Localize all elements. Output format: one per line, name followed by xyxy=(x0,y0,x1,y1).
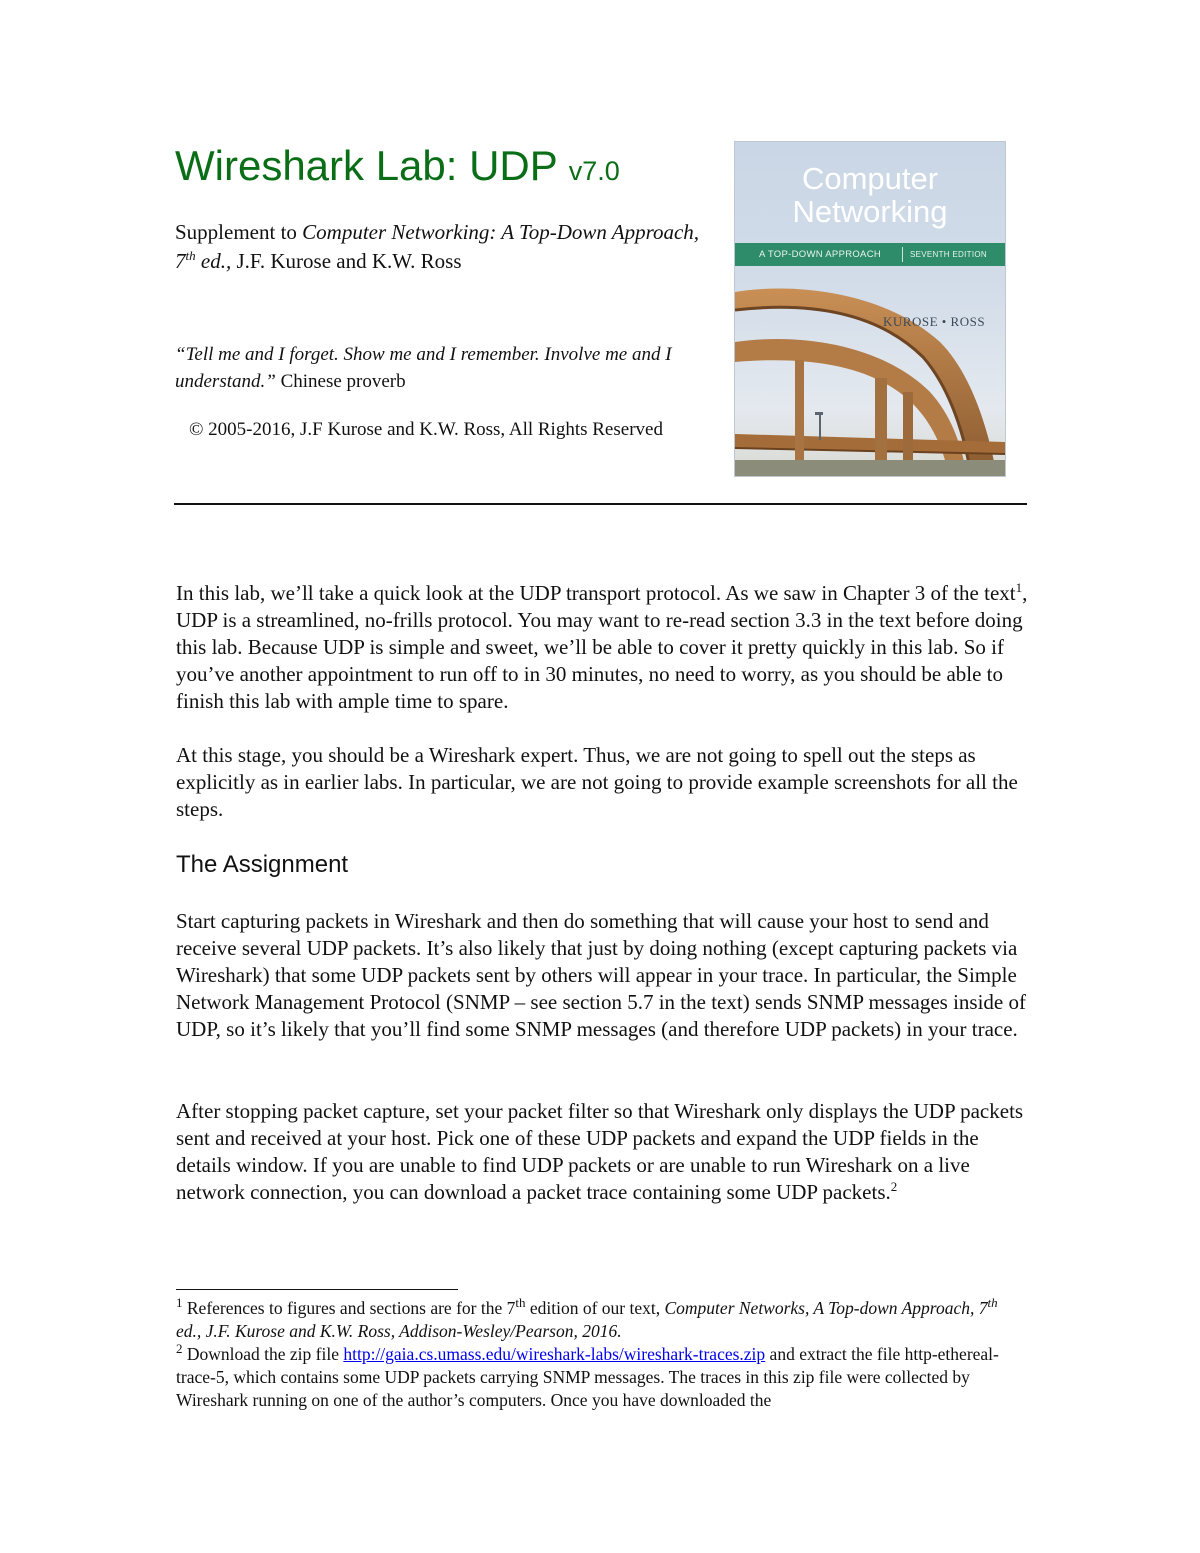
footnote-1 xyxy=(176,1297,1026,1343)
proverb-quote xyxy=(175,341,715,395)
quote-text: “Tell me and I forget. Show me and I remember. Involve me and I understand.” xyxy=(175,344,672,392)
header-divider xyxy=(174,503,1027,505)
footnote-separator xyxy=(176,1289,458,1290)
title-version: v7.0 xyxy=(568,156,620,186)
trace-download-link[interactable]: http://gaia.cs.umass.edu/wireshark-labs/wireshark-traces.zip xyxy=(343,1344,766,1364)
cover-title-line2: Networking xyxy=(792,194,948,229)
cover-subtitle-band xyxy=(735,243,1005,266)
cover-band-divider xyxy=(902,247,903,262)
title-main: Wireshark Lab: UDP xyxy=(175,142,558,189)
book-title: Computer Networking: A Top-Down Approach, 7 xyxy=(175,220,700,273)
footnote-1-text-b: edition of our text, xyxy=(525,1298,665,1318)
assignment-paragraph-1: Start capturing packets in Wireshark and then do something that will cause your host to send and receive several UDP packets. It’s also likely that just by doing nothing (except capturing packets via Wireshark) that some UDP packets sent by others will appear in your trace. In particular, the Simple Network Management Protocol (SNMP – see section 5.7 in the text) sends SNMP messages inside of UDP, so it’s likely that you’ll find some SNMP messages (and therefore UDP packets) in your trace. xyxy=(176,909,1026,1041)
footnote-1-book-rest: ed., J.F. Kurose and K.W. Ross, Addison-Wesley/Pearson, 2016. xyxy=(176,1321,622,1341)
section-heading-assignment: The Assignment xyxy=(176,851,349,878)
page-title xyxy=(175,142,620,190)
edition-suffix: ed., xyxy=(195,249,232,273)
cover-title xyxy=(735,162,1005,228)
assignment-p2-text: After stopping packet capture, set your packet filter so that Wireshark only displays the UDP packets sent and received at your host. Pick one of these UDP packets and expand the UDP fields in the details window. If you are unable to find UDP packets or are unable to run Wireshark on a live network connection, you can download a packet trace containing some UDP packets. xyxy=(176,1099,1024,1204)
footnote-1-book-sup: th xyxy=(987,1295,998,1311)
intro-paragraph-1 xyxy=(176,580,1036,715)
cover-authors: KUROSE • ROSS xyxy=(883,314,986,329)
footnote-ref-2: 2 xyxy=(890,1179,898,1194)
supplement-prefix: Supplement to xyxy=(175,220,303,244)
footnote-ref-1: 1 xyxy=(1015,580,1023,595)
assignment-paragraph-2 xyxy=(176,1098,1036,1206)
intro-paragraph-2: At this stage, you should be a Wireshark expert. Thus, we are not going to spell out the steps as explicitly as in earlier labs. In particular, we are not going to provide example screenshots for all the steps. xyxy=(176,743,1018,821)
book-cover-image xyxy=(734,141,1006,477)
intro-p1-text-a: In this lab, we’ll take a quick look at the UDP transport protocol. As we saw in Chapter 3 of the text xyxy=(176,581,1016,605)
quote-source: Chinese proverb xyxy=(275,371,406,392)
supplement-line xyxy=(175,218,705,276)
footnote-2 xyxy=(176,1343,1026,1412)
supplement-authors: J.F. Kurose and K.W. Ross xyxy=(231,249,462,273)
footnote-2-number: 2 xyxy=(176,1341,183,1357)
cover-edition: SEVENTH EDITION xyxy=(910,250,987,259)
cover-subtitle: A TOP-DOWN APPROACH xyxy=(759,249,882,260)
footnote-1-text-a: References to figures and sections are for the 7 xyxy=(182,1298,516,1318)
footnote-2-text-a: Download the zip file xyxy=(182,1344,344,1364)
footnote-1-sup: th xyxy=(515,1295,526,1311)
cover-title-line1: Computer xyxy=(801,161,939,196)
footnote-1-number: 1 xyxy=(176,1295,183,1311)
edition-sup: th xyxy=(185,248,196,263)
footnote-2-text-b: and extract the file http-ethereal-trace-5, which contains some UDP packets carrying SNMP messages. The traces in this zip file were collected by Wireshark running on one of the author’s computers. Once you have downloaded the xyxy=(176,1344,999,1410)
intro-p1-text-b: , UDP is a streamlined, no-frills protocol. You may want to re-read section 3.3 in the text before doing this lab. Because UDP is simple and sweet, we’ll be able to cover it pretty quickly in this lab. So if you’ve another appointment to run off to in 30 minutes, no need to worry, as you should be able to finish this lab with ample time to spare. xyxy=(176,581,1028,713)
copyright-notice: © 2005-2016, J.F Kurose and K.W. Ross, All Rights Reserved xyxy=(189,419,663,440)
footnote-1-book: Computer Networks, A Top-down Approach, 7 xyxy=(664,1298,988,1318)
